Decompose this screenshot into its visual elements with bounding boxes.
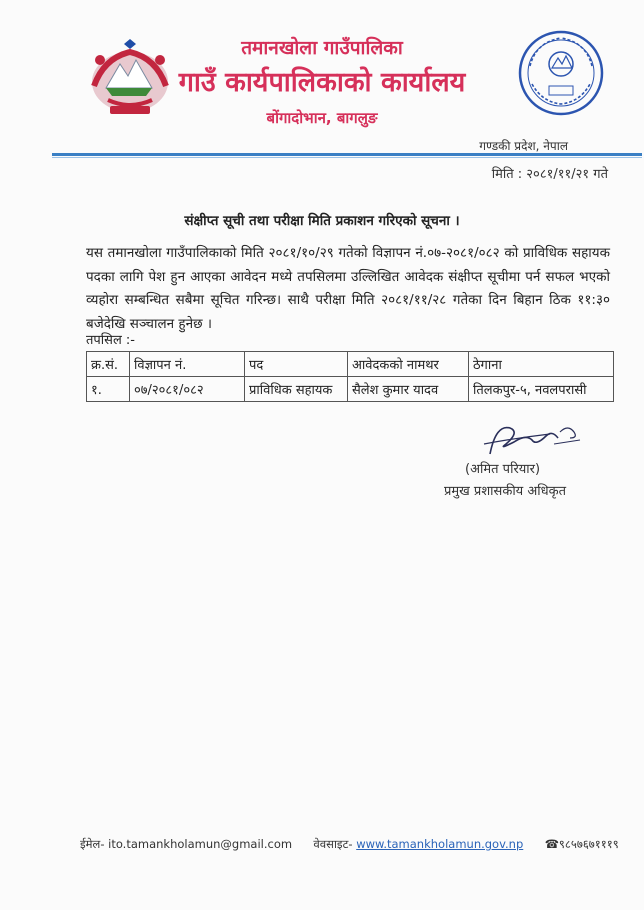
cell-serial: १. bbox=[87, 377, 130, 402]
table-header-row bbox=[87, 352, 614, 377]
footer-email[interactable]: ईमेल- ito.tamankholamun@gmail.com bbox=[80, 837, 293, 851]
signature-mark bbox=[476, 414, 584, 462]
header-divider bbox=[52, 153, 642, 156]
municipality-seal-icon bbox=[516, 28, 606, 118]
footer-website-label: वेवसाइट- bbox=[313, 837, 353, 851]
municipality-name: तमानखोला गाउँपालिका bbox=[241, 37, 403, 59]
province-label: गण्डकी प्रदेश, नेपाल bbox=[479, 139, 568, 153]
notice-date: मिति : २०८१/११/२१ गते bbox=[491, 167, 608, 182]
col-applicant-name: आवेदकको नामथर bbox=[348, 352, 469, 377]
footer-website-link[interactable]: www.tamankholamun.gov.np bbox=[356, 837, 524, 851]
footer bbox=[80, 837, 619, 852]
col-post: पद bbox=[245, 352, 348, 377]
cell-address: तिलकपुर-५, नवलपरासी bbox=[469, 377, 614, 402]
details-label: तपसिल :- bbox=[86, 333, 135, 348]
cell-post: प्राविधिक सहायक bbox=[245, 377, 348, 402]
col-serial: क्र.सं. bbox=[87, 352, 130, 377]
col-advertisement-no: विज्ञापन नं. bbox=[130, 352, 245, 377]
footer-phone: ☎९८५७६७१११९ bbox=[544, 837, 619, 851]
signatory-title: प्रमुख प्रशासकीय अधिकृत bbox=[444, 484, 567, 499]
shortlist-table bbox=[86, 351, 614, 402]
office-title: गाउँ कार्यपालिकाको कार्यालय bbox=[178, 67, 466, 98]
cell-applicant-name: सैलेश कुमार यादव bbox=[348, 377, 469, 402]
notice-subject: संक्षीप्त सूची तथा परीक्षा मिति प्रकाशन गरिएको सूचना । bbox=[184, 213, 460, 229]
table-row bbox=[87, 377, 614, 402]
col-address: ठेगाना bbox=[469, 352, 614, 377]
office-address: बोंगादोभान, बागलुङ bbox=[266, 109, 378, 127]
notice-body: यस तमानखोला गाउँपालिकाको मिति २०८१/१०/२९ गतेको विज्ञापन नं.०७-२०८१/०८२ को प्राविधिक सहायक पदका लागि पेश हुन आएका आवेदन मध्ये तपसिलमा उल्लिखित आवेदक संक्षीप्त सूचीमा पर्न सफल भएको व्यहोरा सम्बन्धित सबैमा सूचित गरिन्छ। साथै परीक्षा मिति २०८१/११/२८ गतेका दिन बिहान ठिक ११:३० बजेदेखि सञ्चालन हुनेछ । bbox=[86, 245, 610, 332]
header-divider-thin bbox=[52, 157, 642, 158]
cell-advertisement-no: ०७/२०८१/०८२ bbox=[130, 377, 245, 402]
signatory-name: (अमित परियार) bbox=[465, 462, 541, 477]
